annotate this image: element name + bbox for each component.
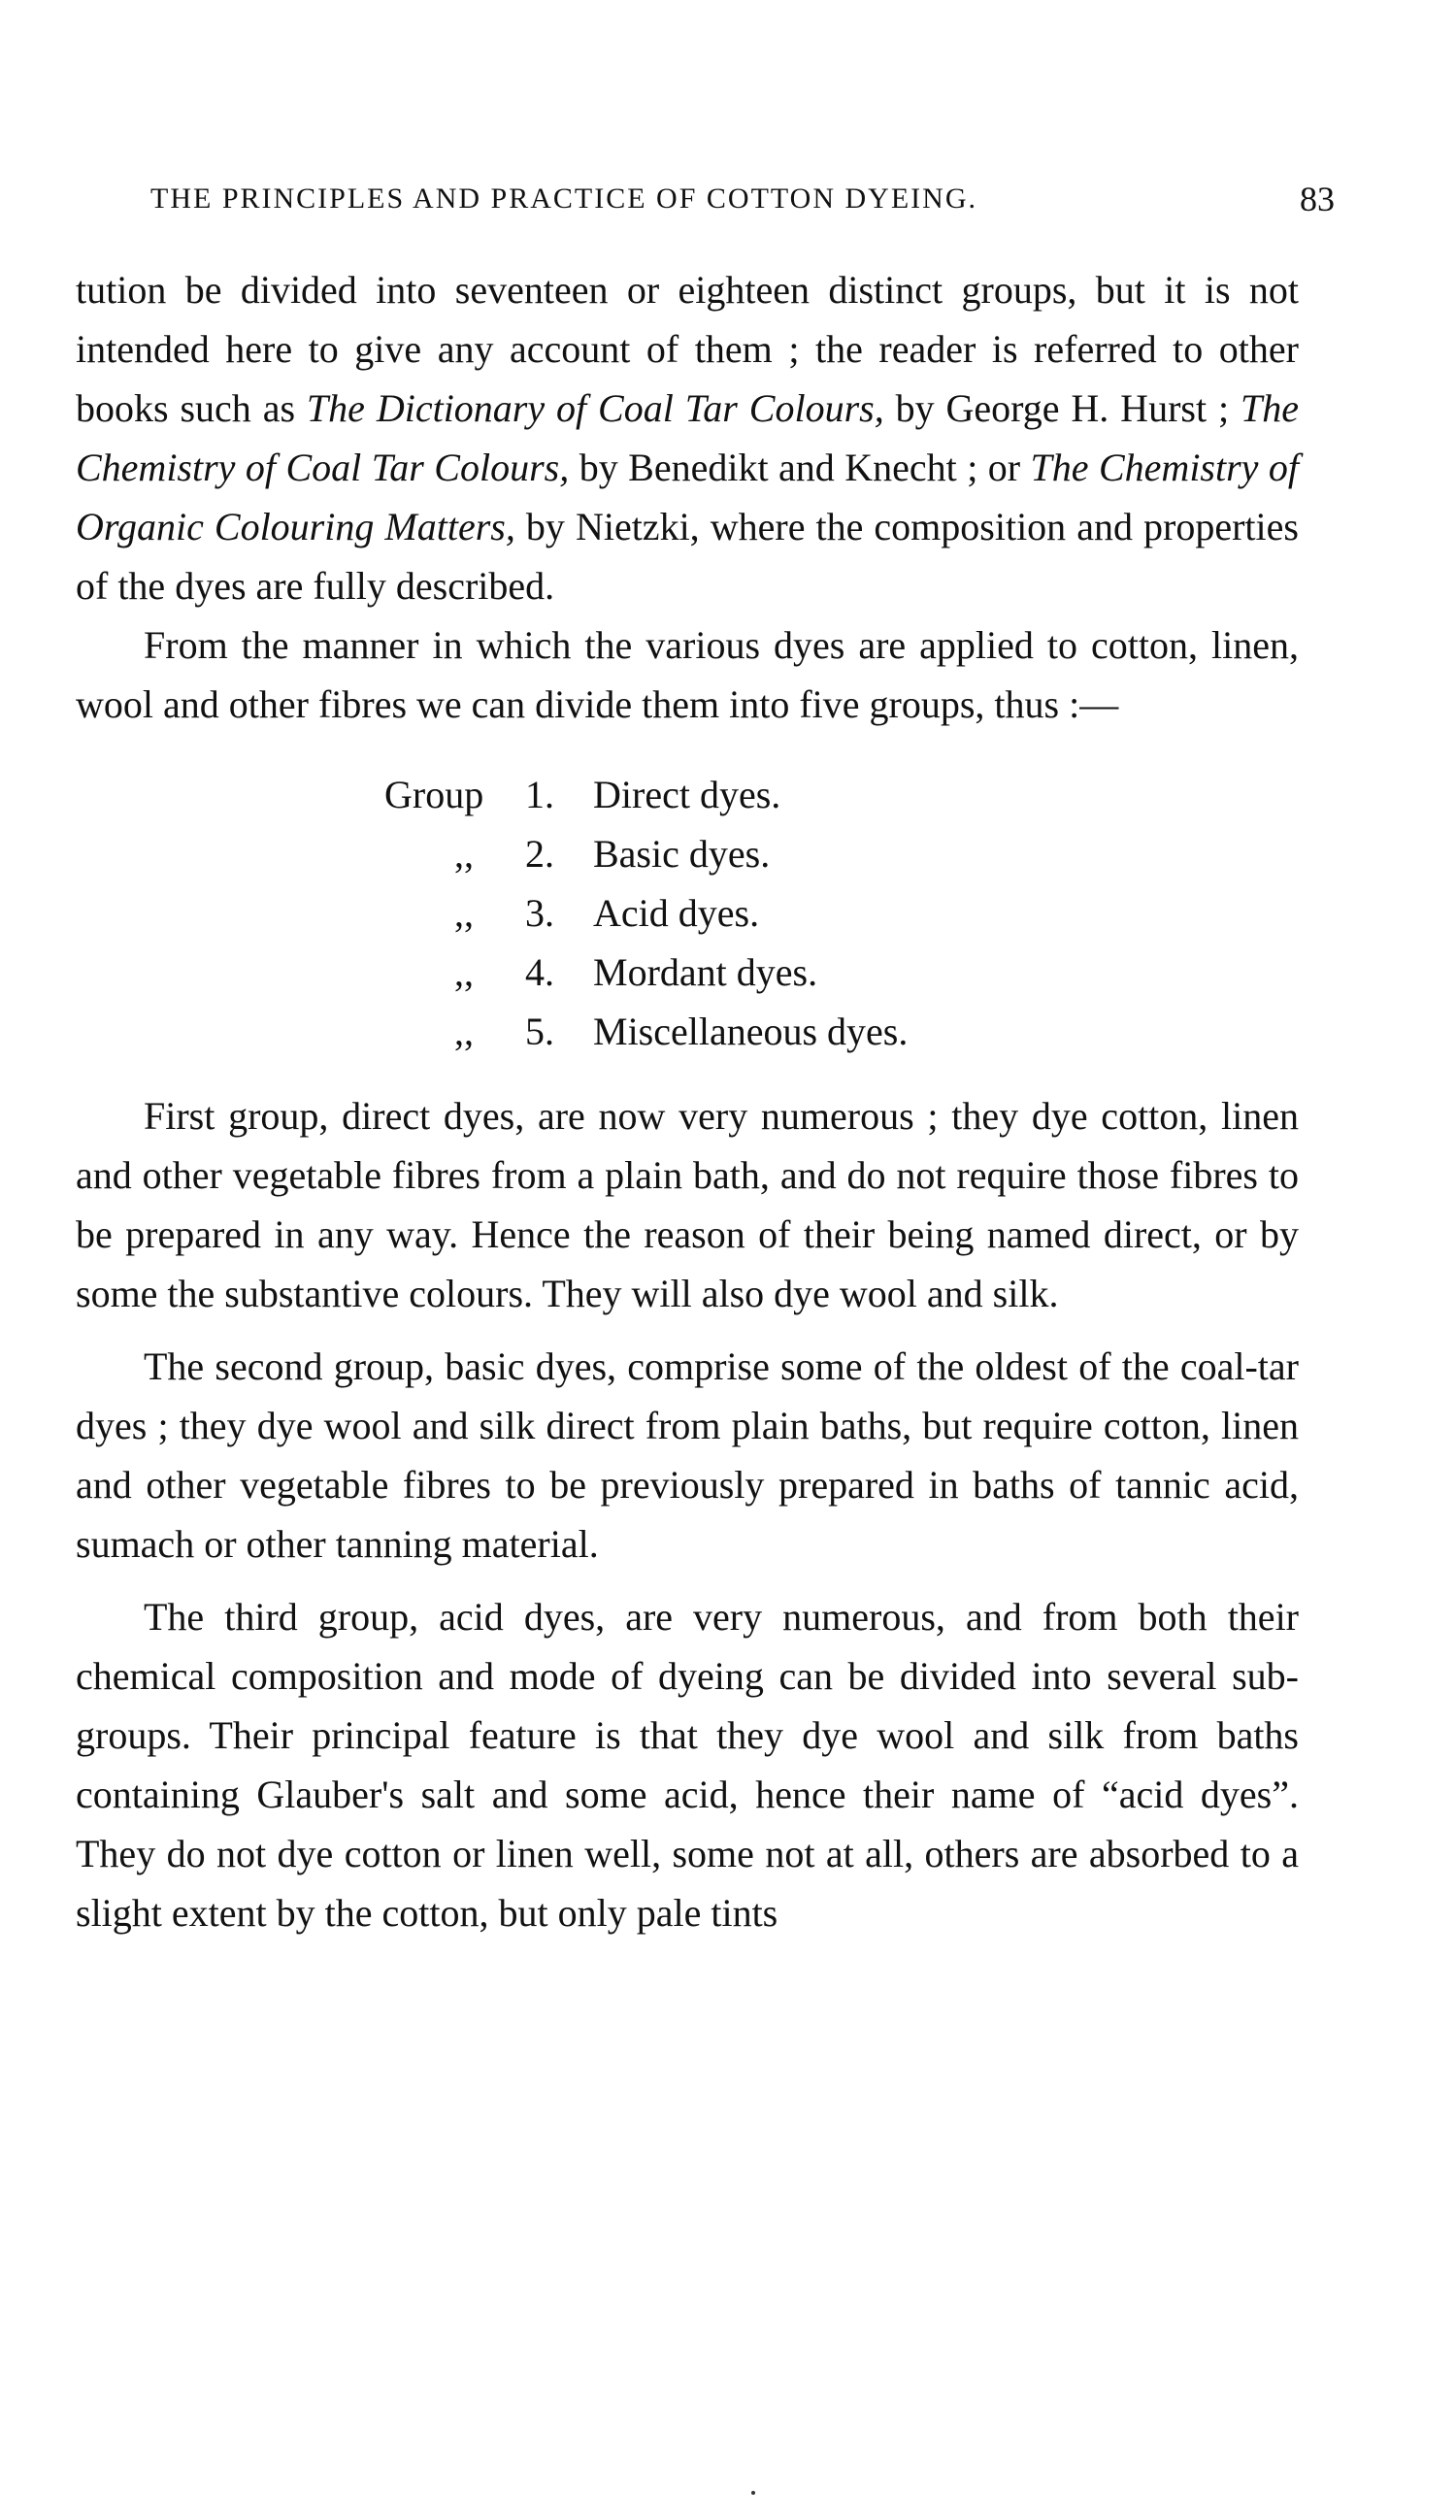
paragraph-4: The second group, basic dyes, comprise some of the oldest of the coal-tar dyes ; they dye wool and silk direct from plain baths, but require cotton, linen and other vegetable fibres to be previously prepared in baths of tannic acid, sumach or other tanning material. [76,1344,1299,1566]
group-name: Mordant dyes. [593,950,818,994]
group-number: 4. [525,950,554,994]
group-name: Miscellaneous dyes. [593,1010,909,1053]
paragraph-gap [76,1323,1299,1337]
group-number: 2. [525,832,554,876]
group-number: 1. [525,773,554,816]
running-head-title: THE PRINCIPLES AND PRACTICE OF COTTON DYEING. [150,182,977,215]
group-prefix: Group [384,773,484,816]
group-name: Acid dyes. [593,891,760,935]
book-title-organic-colouring: The Chemistry of Organic Colouring Matters, [76,446,1300,548]
group-name: Direct dyes. [593,773,781,816]
paragraph-2: From the manner in which the various dyes are applied to cotton, linen, wool and other fibres we can divide them into five groups, thus :— [76,623,1299,726]
p1-text-c: by Benedikt and Knecht ; or [569,446,1031,489]
list-item [384,824,1299,883]
group-prefix: ,, [454,950,474,994]
p1-text-a: tution be divided into seventeen or eighteen distinct groups, but it is not intended here to give any account of them ; the reader is referred to other books such as [76,268,1299,430]
group-prefix: ,, [454,891,474,935]
page-number: 83 [1300,180,1335,218]
paragraph-5: The third group, acid dyes, are very numerous, and from both their chemical composition and mode of dyeing can be divided into several sub-groups. Their principal feature is that they dye wool and silk from baths containing Glauber's salt and some acid, hence their name of “acid dyes”. They do not dye cotton or linen well, some not at all, others are absorbed to a slight extent by the cotton, but only pale tints [76,1595,1299,1935]
group-name: Basic dyes. [593,832,771,876]
paragraph-gap [76,1574,1299,1587]
group-number: 5. [525,1010,554,1053]
body-text [76,260,1299,1942]
group-number: 3. [525,891,554,935]
group-prefix: ,, [454,1010,474,1053]
dye-group-list [384,765,1299,1061]
list-item [384,765,1299,824]
list-item [384,883,1299,943]
running-head [150,182,1335,216]
print-speck [751,2491,755,2495]
book-title-dictionary: The Dictionary of Coal Tar Colours, [306,386,884,430]
list-item [384,943,1299,1002]
book-title-chemistry-coal-tar: The Chemistry of Coal Tar Colours, [76,386,1299,489]
group-prefix: ,, [454,832,474,876]
list-item [384,1002,1299,1061]
p1-text-d: by Nietzki, where the composition and properties of the dyes are fully described. [76,505,1299,608]
p1-text-b: by George H. Hurst ; [883,386,1241,430]
paragraph-3: First group, direct dyes, are now very numerous ; they dye cotton, linen and other vegetable fibres from a plain bath, and do not require those fibres to be prepared in any way. Hence the reason of their being named direct, or by some the substantive colours. They will also dye wool and silk. [76,1094,1299,1315]
paragraph-1 [76,260,1299,615]
